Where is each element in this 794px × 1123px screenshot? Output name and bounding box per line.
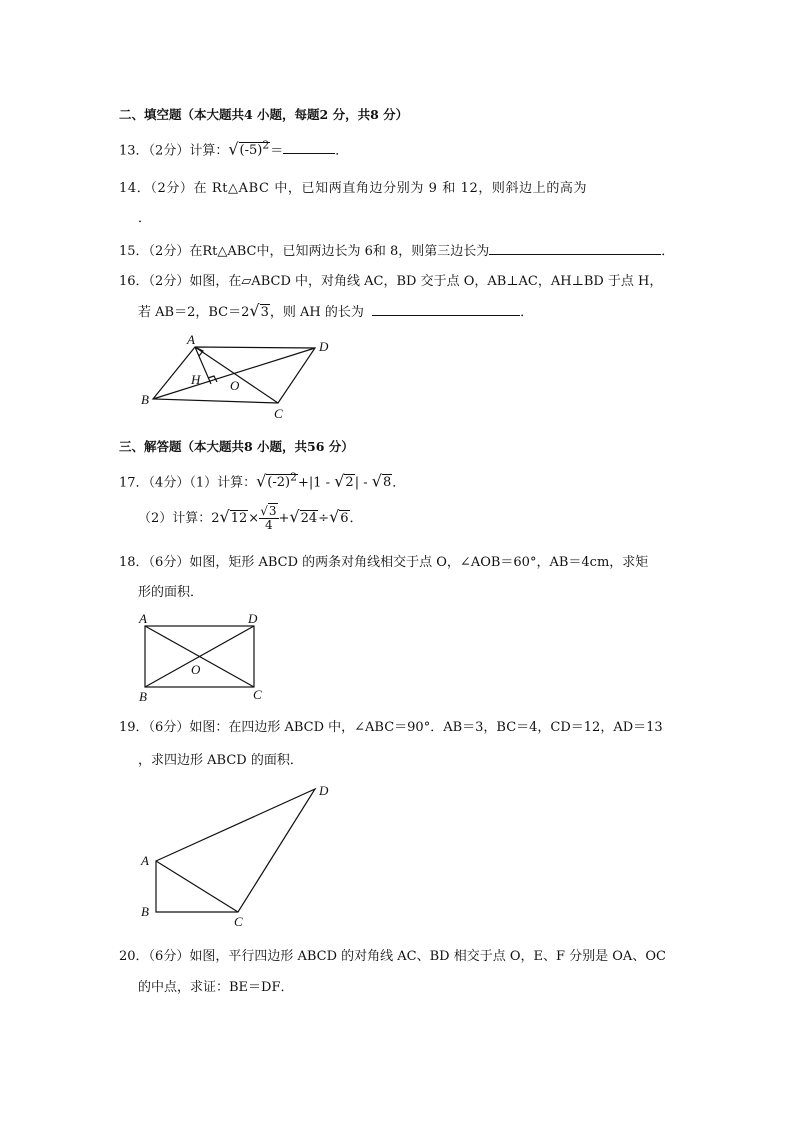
- question-20-line2: 的中点，求证：BE＝DF．: [138, 980, 294, 995]
- answer-blank: [283, 140, 335, 154]
- sqrt-sign: √: [371, 471, 382, 491]
- question-17-line2: （2）计算：2√12× $\frac{√3}{4}$ +√24÷√6．: [138, 504, 363, 533]
- label-b: B: [139, 689, 147, 704]
- answer-blank: [489, 241, 661, 255]
- question-19-line1: 19．（6分）如图：在四边形 ABCD 中，∠ABC＝90°．AB＝3，BC＝4，CD＝12，AD＝13: [119, 720, 663, 735]
- label-h: H: [191, 372, 201, 387]
- sqrt-sign: √: [260, 504, 268, 518]
- label-b: B: [141, 392, 149, 407]
- question-17-line1: 17．（4分）（1）计算：$√(-2)^2+|1 - √2| - √8$．: [119, 471, 406, 491]
- section-2-title: 二、填空题（本大题共4 小题，每题2 分，共8 分）: [119, 107, 409, 122]
- fraction: $\frac{√3}{4}$: [260, 504, 277, 533]
- label-b: B: [141, 904, 149, 919]
- sqrt-sign: √: [219, 507, 230, 527]
- section-3-title: 三、解答题（本大题共8 小题，共56 分）: [119, 439, 354, 454]
- sqrt-sign: √: [249, 301, 260, 320]
- quadrilateral-outline: [156, 789, 315, 912]
- sqrt-sign: √: [228, 139, 239, 159]
- label-d: D: [319, 339, 329, 354]
- label-c: C: [253, 687, 262, 702]
- quadrilateral-figure: [135, 780, 340, 930]
- label-o: O: [230, 378, 240, 393]
- question-19-line2: ，求四边形 ABCD 的面积．: [138, 753, 303, 768]
- question-18-line2: 形的面积．: [138, 585, 204, 600]
- sqrt-sign: √: [289, 507, 300, 527]
- radicand: $(-5)^2$: [239, 139, 270, 159]
- question-16-line1: 16．（2分）如图，在▱ABCD 中，对角线 AC，BD 交于点 O，AB⊥AC，AH⊥BD 于点 H，: [119, 274, 663, 289]
- question-20-line1: 20．（6分）如图，平行四边形 ABCD 的对角线 AC、BD 相交于点 O，E、F 分别是 OA、OC: [119, 949, 666, 964]
- label-c: C: [234, 914, 243, 929]
- question-14-line2: ．: [138, 211, 152, 226]
- label-a: A: [141, 853, 149, 868]
- rectangle-figure: [135, 610, 275, 705]
- question-14-line1: 14．（2分）在 Rt△ABC 中，已知两直角边分别为 9 和 12，则斜边上的高为: [119, 181, 588, 196]
- question-15: 15．（2分）在Rt△ABC中，已知两边长为 6和 8，则第三边长为 ．: [119, 240, 674, 259]
- sqrt-sign: √: [334, 471, 345, 491]
- label-o: O: [191, 662, 201, 677]
- question-13: 13．（2分）计算：$√(-5)^2=$ ．: [119, 139, 349, 159]
- parallelogram-figure: [135, 332, 345, 422]
- label-d: D: [319, 783, 329, 798]
- question-16-line2: 若 AB＝2，BC＝2√3，则 AH 的长为 ．: [138, 301, 534, 320]
- label-a: A: [187, 332, 195, 347]
- sqrt-sign: √: [256, 471, 267, 491]
- question-18-line1: 18．（6分）如图，矩形 ABCD 的两条对角线相交于点 O，∠AOB＝60°，AB＝4cm，求矩: [119, 555, 649, 570]
- sqrt-sign: √: [329, 507, 340, 527]
- label-d: D: [248, 611, 258, 626]
- label-a: A: [139, 611, 147, 626]
- label-c: C: [274, 406, 283, 421]
- diagonal-ac: [156, 861, 238, 912]
- answer-blank: [372, 302, 520, 316]
